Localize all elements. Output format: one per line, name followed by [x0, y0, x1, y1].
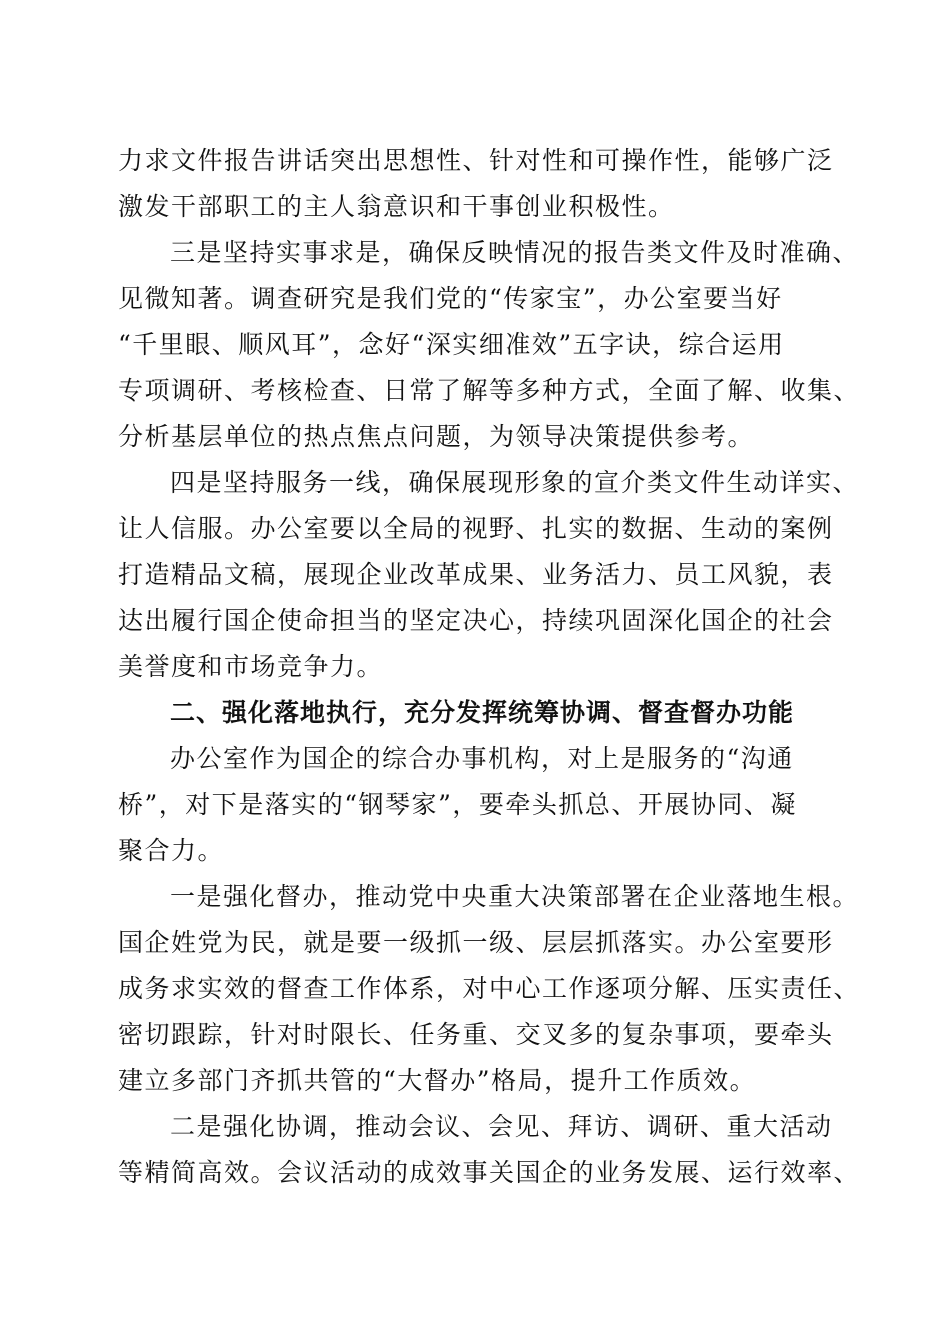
body-text-line: 国企姓党为民，就是要一级抓一级、层层抓落实。办公室要形 — [118, 928, 834, 957]
body-text-line: 等精简高效。会议活动的成效事关国企的业务发展、运行效率、 — [118, 1158, 861, 1187]
body-text-line: 达出履行国企使命担当的坚定决心，持续巩固深化国企的社会 — [118, 606, 834, 635]
body-text-line: 建立多部门齐抓共管的“大督办”格局，提升工作质效。 — [118, 1066, 757, 1095]
body-text-line: 见微知著。调查研究是我们党的“传家宝”，办公室要当好 — [118, 284, 783, 313]
body-text-line: 分析基层单位的热点焦点问题，为领导决策提供参考。 — [118, 422, 755, 451]
body-text-line: 密切跟踪，针对时限长、任务重、交叉多的复杂事项，要牵头 — [118, 1020, 834, 1049]
paragraph-start-line: 一是强化督办，推动党中央重大决策部署在企业落地生根。 — [170, 882, 860, 911]
body-text-line: 成务求实效的督查工作体系，对中心工作逐项分解、压实责任、 — [118, 974, 861, 1003]
paragraph-start-line: 二是强化协调，推动会议、会见、拜访、调研、重大活动 — [170, 1112, 833, 1141]
section-heading: 二、强化落地执行，充分发挥统筹协调、督查督办功能 — [170, 698, 795, 727]
body-text-line: 专项调研、考核检查、日常了解等多种方式，全面了解、收集、 — [118, 376, 861, 405]
body-text-line: 力求文件报告讲话突出思想性、针对性和可操作性，能够广泛 — [118, 146, 834, 175]
paragraph-start-line: 三是坚持实事求是，确保反映情况的报告类文件及时准确、 — [170, 238, 860, 267]
body-text-line: 激发干部职工的主人翁意识和干事创业积极性。 — [118, 192, 675, 221]
document-body — [118, 138, 861, 1196]
body-text-line: 聚合力。 — [118, 836, 225, 865]
body-text-line: 打造精品文稿，展现企业改革成果、业务活力、员工风貌，表 — [118, 560, 834, 589]
body-text-line: “千里眼、顺风耳”，念好“深实细准效”五字诀，综合运用 — [118, 330, 785, 359]
body-text-line: 桥”，对下是落实的“钢琴家”，要牵头抓总、开展协同、凝 — [118, 790, 797, 819]
body-text-line: 美誉度和市场竞争力。 — [118, 652, 384, 681]
body-text-line: 让人信服。办公室要以全局的视野、扎实的数据、生动的案例 — [118, 514, 834, 543]
paragraph-start-line: 四是坚持服务一线，确保展现形象的宣介类文件生动详实、 — [170, 468, 860, 497]
paragraph-start-line: 办公室作为国企的综合办事机构，对上是服务的“沟通 — [170, 744, 794, 773]
